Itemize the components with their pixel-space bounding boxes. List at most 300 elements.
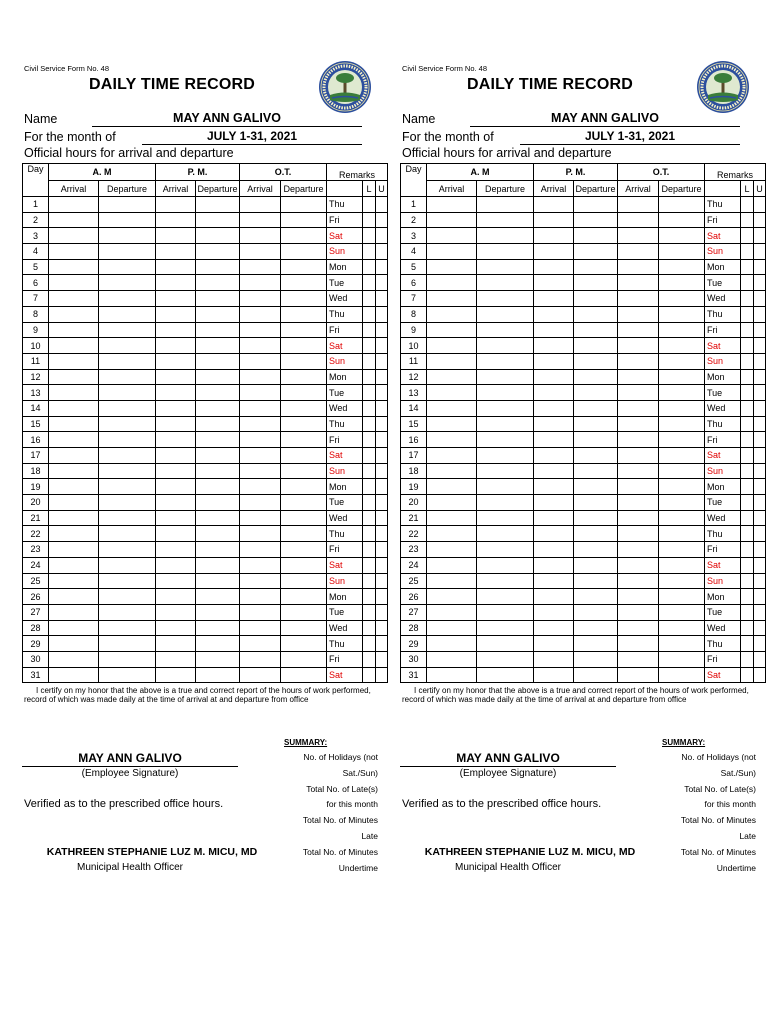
undertime-cell bbox=[376, 400, 388, 416]
day-number: 18 bbox=[23, 463, 49, 479]
time-cell bbox=[99, 244, 156, 260]
day-number: 16 bbox=[23, 432, 49, 448]
time-cell bbox=[574, 495, 618, 511]
header-remarks: Remarks bbox=[327, 164, 388, 181]
header-ot: O.T. bbox=[240, 164, 327, 181]
day-number: 17 bbox=[401, 448, 427, 464]
late-cell bbox=[363, 557, 376, 573]
late-cell bbox=[741, 400, 754, 416]
time-cell bbox=[659, 369, 705, 385]
time-cell bbox=[156, 369, 196, 385]
time-cell bbox=[477, 291, 534, 307]
time-cell bbox=[477, 557, 534, 573]
time-cell bbox=[240, 479, 281, 495]
header-pm: P. M. bbox=[156, 164, 240, 181]
time-cell bbox=[99, 212, 156, 228]
time-cell bbox=[156, 385, 196, 401]
weekday-remark: Mon bbox=[705, 259, 741, 275]
header-ot-arrival: Arrival bbox=[240, 181, 281, 197]
time-cell bbox=[534, 338, 574, 354]
weekday-remark: Fri bbox=[327, 651, 363, 667]
undertime-cell bbox=[376, 228, 388, 244]
time-cell bbox=[477, 432, 534, 448]
time-cell bbox=[427, 589, 477, 605]
time-cell bbox=[281, 432, 327, 448]
day-number: 1 bbox=[23, 197, 49, 213]
time-cell bbox=[196, 542, 240, 558]
summary-line: No. of Holidays (not bbox=[681, 752, 756, 762]
day-number: 30 bbox=[23, 651, 49, 667]
time-cell bbox=[427, 259, 477, 275]
table-row bbox=[23, 385, 388, 401]
time-cell bbox=[99, 228, 156, 244]
time-cell bbox=[281, 353, 327, 369]
time-cell bbox=[99, 479, 156, 495]
late-cell bbox=[363, 589, 376, 605]
weekday-remark: Thu bbox=[705, 306, 741, 322]
late-cell bbox=[363, 651, 376, 667]
time-cell bbox=[534, 463, 574, 479]
table-row bbox=[401, 526, 766, 542]
time-cell bbox=[534, 604, 574, 620]
time-cell bbox=[281, 275, 327, 291]
undertime-cell bbox=[376, 385, 388, 401]
time-cell bbox=[477, 385, 534, 401]
weekday-remark: Mon bbox=[327, 589, 363, 605]
time-cell bbox=[618, 259, 659, 275]
weekday-remark: Sun bbox=[705, 573, 741, 589]
time-cell bbox=[240, 589, 281, 605]
official-hours-label: Official hours for arrival and departure bbox=[24, 146, 234, 160]
time-cell bbox=[534, 244, 574, 260]
time-cell bbox=[477, 338, 534, 354]
time-cell bbox=[196, 573, 240, 589]
day-number: 22 bbox=[23, 526, 49, 542]
late-cell bbox=[363, 667, 376, 683]
late-cell bbox=[741, 212, 754, 228]
time-cell bbox=[156, 400, 196, 416]
time-cell bbox=[534, 322, 574, 338]
header-l: L bbox=[741, 181, 754, 197]
day-number: 23 bbox=[23, 542, 49, 558]
time-cell bbox=[156, 667, 196, 683]
month-value: JULY 1-31, 2021 bbox=[142, 129, 362, 145]
time-cell bbox=[427, 322, 477, 338]
official-hours-label: Official hours for arrival and departure bbox=[402, 146, 612, 160]
time-cell bbox=[49, 542, 99, 558]
time-record-table bbox=[400, 163, 766, 683]
employee-name: MAY ANN GALIVO bbox=[92, 111, 362, 127]
time-cell bbox=[99, 620, 156, 636]
late-cell bbox=[741, 291, 754, 307]
time-cell bbox=[477, 259, 534, 275]
late-cell bbox=[363, 306, 376, 322]
weekday-remark: Fri bbox=[705, 212, 741, 228]
day-number: 7 bbox=[401, 291, 427, 307]
late-cell bbox=[363, 353, 376, 369]
time-cell bbox=[49, 495, 99, 511]
officer-name: KATHREEN STEPHANIE LUZ M. MICU, MD bbox=[46, 846, 258, 858]
time-cell bbox=[427, 369, 477, 385]
time-cell bbox=[281, 212, 327, 228]
header-ot-departure: Departure bbox=[659, 181, 705, 197]
weekday-remark: Sat bbox=[705, 338, 741, 354]
time-cell bbox=[659, 448, 705, 464]
day-number: 13 bbox=[401, 385, 427, 401]
time-cell bbox=[618, 432, 659, 448]
undertime-cell bbox=[376, 510, 388, 526]
table-row bbox=[401, 495, 766, 511]
month-value: JULY 1-31, 2021 bbox=[520, 129, 740, 145]
summary-line: Late bbox=[739, 831, 756, 841]
time-cell bbox=[574, 228, 618, 244]
time-cell bbox=[281, 322, 327, 338]
time-cell bbox=[659, 322, 705, 338]
summary-line: Sat./Sun) bbox=[342, 768, 378, 778]
weekday-remark: Thu bbox=[705, 636, 741, 652]
time-cell bbox=[618, 573, 659, 589]
time-cell bbox=[49, 244, 99, 260]
time-cell bbox=[49, 510, 99, 526]
time-cell bbox=[99, 416, 156, 432]
table-row bbox=[23, 510, 388, 526]
late-cell bbox=[363, 604, 376, 620]
time-cell bbox=[659, 197, 705, 213]
time-cell bbox=[534, 557, 574, 573]
time-cell bbox=[281, 197, 327, 213]
time-cell bbox=[618, 322, 659, 338]
time-cell bbox=[99, 542, 156, 558]
time-cell bbox=[196, 636, 240, 652]
table-row bbox=[401, 510, 766, 526]
time-cell bbox=[534, 448, 574, 464]
undertime-cell bbox=[754, 400, 766, 416]
time-cell bbox=[427, 651, 477, 667]
time-cell bbox=[574, 651, 618, 667]
table-row bbox=[23, 197, 388, 213]
weekday-remark: Tue bbox=[705, 275, 741, 291]
time-cell bbox=[99, 385, 156, 401]
time-cell bbox=[49, 416, 99, 432]
time-cell bbox=[427, 542, 477, 558]
table-row bbox=[23, 604, 388, 620]
time-cell bbox=[240, 510, 281, 526]
weekday-remark: Tue bbox=[327, 495, 363, 511]
late-cell bbox=[741, 432, 754, 448]
time-cell bbox=[659, 212, 705, 228]
weekday-remark: Thu bbox=[327, 416, 363, 432]
day-number: 12 bbox=[401, 369, 427, 385]
time-cell bbox=[659, 463, 705, 479]
time-cell bbox=[99, 275, 156, 291]
day-number: 31 bbox=[23, 667, 49, 683]
time-cell bbox=[427, 557, 477, 573]
weekday-remark: Mon bbox=[327, 479, 363, 495]
weekday-remark: Fri bbox=[705, 651, 741, 667]
weekday-remark: Sat bbox=[327, 557, 363, 573]
time-cell bbox=[156, 228, 196, 244]
late-cell bbox=[363, 510, 376, 526]
late-cell bbox=[363, 244, 376, 260]
time-cell bbox=[49, 479, 99, 495]
time-cell bbox=[427, 479, 477, 495]
time-cell bbox=[156, 651, 196, 667]
late-cell bbox=[741, 322, 754, 338]
table-row bbox=[23, 542, 388, 558]
verified-text: Verified as to the prescribed office hours. bbox=[24, 798, 224, 810]
time-cell bbox=[196, 353, 240, 369]
time-cell bbox=[49, 448, 99, 464]
time-cell bbox=[477, 369, 534, 385]
time-cell bbox=[240, 385, 281, 401]
time-cell bbox=[427, 667, 477, 683]
day-number: 30 bbox=[401, 651, 427, 667]
late-cell bbox=[363, 416, 376, 432]
weekday-remark: Fri bbox=[705, 432, 741, 448]
time-cell bbox=[49, 636, 99, 652]
time-cell bbox=[477, 306, 534, 322]
time-cell bbox=[477, 636, 534, 652]
table-row bbox=[23, 589, 388, 605]
undertime-cell bbox=[754, 338, 766, 354]
time-cell bbox=[49, 197, 99, 213]
weekday-remark: Sat bbox=[705, 448, 741, 464]
time-cell bbox=[477, 353, 534, 369]
day-number: 29 bbox=[23, 636, 49, 652]
undertime-cell bbox=[376, 463, 388, 479]
time-cell bbox=[534, 385, 574, 401]
time-cell bbox=[659, 620, 705, 636]
time-cell bbox=[534, 306, 574, 322]
table-row bbox=[401, 620, 766, 636]
time-cell bbox=[240, 275, 281, 291]
weekday-remark: Tue bbox=[705, 495, 741, 511]
time-cell bbox=[618, 416, 659, 432]
time-cell bbox=[659, 259, 705, 275]
table-row bbox=[23, 291, 388, 307]
time-cell bbox=[477, 197, 534, 213]
day-number: 5 bbox=[23, 259, 49, 275]
header-pm-departure: Departure bbox=[574, 181, 618, 197]
weekday-remark: Mon bbox=[705, 479, 741, 495]
time-cell bbox=[49, 463, 99, 479]
day-number: 18 bbox=[401, 463, 427, 479]
undertime-cell bbox=[376, 322, 388, 338]
time-cell bbox=[574, 448, 618, 464]
officer-name: KATHREEN STEPHANIE LUZ M. MICU, MD bbox=[424, 846, 636, 858]
time-cell bbox=[240, 338, 281, 354]
time-cell bbox=[477, 604, 534, 620]
late-cell bbox=[741, 620, 754, 636]
undertime-cell bbox=[376, 667, 388, 683]
time-cell bbox=[427, 338, 477, 354]
day-number: 25 bbox=[23, 573, 49, 589]
time-cell bbox=[477, 620, 534, 636]
undertime-cell bbox=[754, 385, 766, 401]
day-number: 21 bbox=[401, 510, 427, 526]
table-row bbox=[401, 275, 766, 291]
late-cell bbox=[363, 620, 376, 636]
time-cell bbox=[659, 557, 705, 573]
time-cell bbox=[99, 604, 156, 620]
employee-signature-name: MAY ANN GALIVO bbox=[22, 751, 238, 767]
time-cell bbox=[281, 259, 327, 275]
weekday-remark: Sun bbox=[327, 463, 363, 479]
time-cell bbox=[99, 338, 156, 354]
late-cell bbox=[363, 463, 376, 479]
time-cell bbox=[534, 651, 574, 667]
day-number: 16 bbox=[401, 432, 427, 448]
time-cell bbox=[49, 212, 99, 228]
table-row bbox=[401, 228, 766, 244]
municipal-seal-logo bbox=[318, 60, 372, 114]
late-cell bbox=[741, 385, 754, 401]
weekday-remark: Wed bbox=[327, 510, 363, 526]
weekday-remark: Wed bbox=[327, 400, 363, 416]
table-row bbox=[23, 620, 388, 636]
undertime-cell bbox=[754, 306, 766, 322]
day-number: 2 bbox=[23, 212, 49, 228]
time-cell bbox=[156, 338, 196, 354]
time-cell bbox=[618, 228, 659, 244]
time-cell bbox=[99, 651, 156, 667]
time-cell bbox=[427, 197, 477, 213]
table-row bbox=[23, 463, 388, 479]
undertime-cell bbox=[376, 589, 388, 605]
time-cell bbox=[156, 495, 196, 511]
late-cell bbox=[363, 259, 376, 275]
time-cell bbox=[574, 557, 618, 573]
table-row bbox=[23, 338, 388, 354]
time-cell bbox=[659, 636, 705, 652]
undertime-cell bbox=[376, 306, 388, 322]
time-cell bbox=[281, 306, 327, 322]
undertime-cell bbox=[376, 636, 388, 652]
time-cell bbox=[427, 385, 477, 401]
time-cell bbox=[196, 197, 240, 213]
summary-line: Late bbox=[361, 831, 378, 841]
header-am: A. M bbox=[49, 164, 156, 181]
summary-line: Total No. of Minutes bbox=[302, 847, 378, 857]
time-cell bbox=[618, 667, 659, 683]
time-cell bbox=[240, 259, 281, 275]
table-row bbox=[401, 432, 766, 448]
undertime-cell bbox=[376, 557, 388, 573]
time-cell bbox=[240, 353, 281, 369]
day-number: 24 bbox=[401, 557, 427, 573]
time-cell bbox=[618, 510, 659, 526]
form-number: Civil Service Form No. 48 bbox=[402, 64, 488, 73]
time-cell bbox=[477, 463, 534, 479]
employee-signature-caption: (Employee Signature) bbox=[81, 768, 179, 779]
weekday-remark: Sun bbox=[327, 244, 363, 260]
time-cell bbox=[196, 620, 240, 636]
time-cell bbox=[574, 353, 618, 369]
time-cell bbox=[618, 338, 659, 354]
time-cell bbox=[534, 667, 574, 683]
time-cell bbox=[427, 228, 477, 244]
time-cell bbox=[49, 228, 99, 244]
time-cell bbox=[156, 432, 196, 448]
header-am: A. M bbox=[427, 164, 534, 181]
day-number: 13 bbox=[23, 385, 49, 401]
time-cell bbox=[427, 400, 477, 416]
weekday-remark: Wed bbox=[705, 400, 741, 416]
time-cell bbox=[196, 432, 240, 448]
time-cell bbox=[99, 322, 156, 338]
table-row bbox=[23, 306, 388, 322]
time-cell bbox=[477, 542, 534, 558]
weekday-remark: Sat bbox=[327, 667, 363, 683]
time-cell bbox=[574, 416, 618, 432]
undertime-cell bbox=[754, 557, 766, 573]
summary-line: for this month bbox=[704, 799, 756, 809]
weekday-remark: Thu bbox=[327, 526, 363, 542]
undertime-cell bbox=[754, 275, 766, 291]
time-cell bbox=[196, 495, 240, 511]
time-cell bbox=[618, 651, 659, 667]
weekday-remark: Thu bbox=[327, 197, 363, 213]
time-cell bbox=[534, 589, 574, 605]
late-cell bbox=[363, 291, 376, 307]
undertime-cell bbox=[376, 291, 388, 307]
weekday-remark: Sat bbox=[327, 228, 363, 244]
undertime-cell bbox=[754, 197, 766, 213]
undertime-cell bbox=[376, 259, 388, 275]
time-cell bbox=[659, 573, 705, 589]
time-cell bbox=[659, 589, 705, 605]
late-cell bbox=[741, 604, 754, 620]
header-day: Day bbox=[23, 164, 49, 197]
undertime-cell bbox=[376, 275, 388, 291]
time-cell bbox=[574, 432, 618, 448]
time-cell bbox=[574, 510, 618, 526]
summary-line: Total No. of Minutes bbox=[680, 847, 756, 857]
time-cell bbox=[49, 291, 99, 307]
table-row bbox=[401, 636, 766, 652]
time-cell bbox=[156, 259, 196, 275]
time-cell bbox=[281, 495, 327, 511]
late-cell bbox=[741, 510, 754, 526]
table-row bbox=[401, 651, 766, 667]
time-cell bbox=[196, 212, 240, 228]
time-cell bbox=[477, 589, 534, 605]
undertime-cell bbox=[376, 416, 388, 432]
time-cell bbox=[156, 291, 196, 307]
time-cell bbox=[156, 448, 196, 464]
day-number: 27 bbox=[401, 604, 427, 620]
time-cell bbox=[427, 244, 477, 260]
time-cell bbox=[659, 353, 705, 369]
table-row bbox=[23, 212, 388, 228]
summary-line: Sat./Sun) bbox=[720, 768, 756, 778]
time-cell bbox=[49, 338, 99, 354]
verified-text: Verified as to the prescribed office hours. bbox=[402, 798, 602, 810]
time-cell bbox=[477, 667, 534, 683]
time-cell bbox=[427, 604, 477, 620]
time-cell bbox=[99, 463, 156, 479]
month-label: For the month of bbox=[402, 130, 494, 144]
form-title: DAILY TIME RECORD bbox=[88, 76, 256, 93]
time-cell bbox=[574, 636, 618, 652]
time-cell bbox=[574, 400, 618, 416]
weekday-remark: Fri bbox=[327, 432, 363, 448]
time-cell bbox=[240, 228, 281, 244]
time-cell bbox=[618, 557, 659, 573]
late-cell bbox=[363, 338, 376, 354]
time-cell bbox=[659, 432, 705, 448]
time-cell bbox=[574, 385, 618, 401]
